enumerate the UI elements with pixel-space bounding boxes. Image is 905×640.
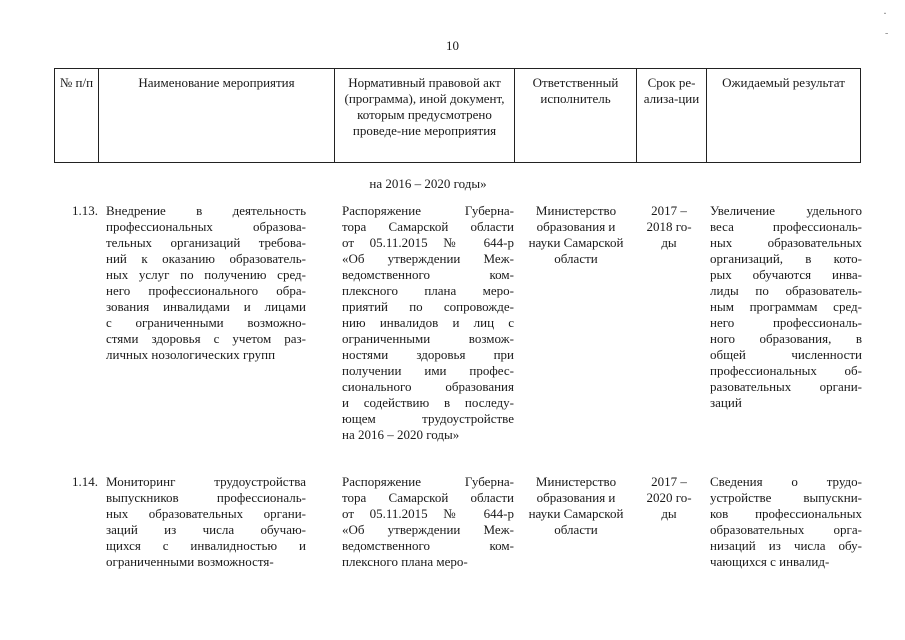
text-line: него профессиональ-	[710, 315, 862, 330]
text-line: «Об утверждении Меж-	[342, 522, 514, 537]
text-line: от 05.11.2015 № 644-р	[342, 235, 514, 250]
text-line: личных нозологических групп	[106, 347, 276, 362]
text-line: от 05.11.2015 № 644-р	[342, 506, 514, 521]
text-line: сионального образования	[342, 379, 514, 394]
text-line: плексного плана меро-	[342, 554, 468, 569]
header-act: Нормативный правовой акт (программа), иной документ, которым предусмотрено проведе-ние мероприятия	[335, 69, 515, 163]
text-line: стями здоровья с учетом раз-	[106, 331, 306, 346]
header-term: Срок ре-ализа-ции	[637, 69, 707, 163]
text-line: приятий по сопровожде-	[342, 299, 514, 314]
text-line: зования инвалидами и лицами	[106, 299, 306, 314]
text-line: области	[554, 522, 598, 537]
text-line: ных образовательных органи-	[106, 506, 306, 521]
text-line: организаций, в кото-	[710, 251, 862, 266]
table-header	[54, 68, 861, 163]
row-responsible	[518, 203, 634, 267]
text-line: Увеличение удельного	[710, 203, 862, 218]
text-line: Министерство	[535, 203, 617, 218]
text-line: лиды по образователь-	[710, 283, 862, 298]
text-line: заций из числа обучаю-	[106, 522, 306, 537]
text-line: «Об утверждении Меж-	[342, 251, 514, 266]
text-line: образования и	[536, 219, 616, 234]
text-line: веса профессиональ-	[710, 219, 862, 234]
text-line: 2020 го-	[646, 490, 692, 505]
text-line: ограниченными возможностя-	[106, 554, 274, 569]
header-result: Ожидаемый результат	[707, 69, 861, 163]
text-line: выпускников профессиональ-	[106, 490, 306, 505]
text-line: с ограниченными возможно-	[106, 315, 306, 330]
text-line: тора Самарской области	[342, 490, 514, 505]
text-line: разовательных органи-	[710, 379, 862, 394]
text-line: науки Самарской	[528, 506, 624, 521]
text-line: получении ими профес-	[342, 363, 514, 378]
scan-mark: -	[885, 28, 889, 39]
text-line: на 2016 – 2020 годы»	[342, 427, 460, 442]
text-line: ний к оказанию образователь-	[106, 251, 306, 266]
text-line: ков профессиональных	[710, 506, 862, 521]
text-line: ющем трудоустройстве	[342, 411, 514, 426]
text-line: общей численности	[710, 347, 862, 362]
text-line: и содействию в последу-	[342, 395, 514, 410]
text-line: тора Самарской области	[342, 219, 514, 234]
text-line: него профессионального обра-	[106, 283, 306, 298]
text-line: 2017 –	[651, 474, 687, 489]
row-number: 1.13.	[72, 203, 98, 218]
text-line: образования и	[536, 490, 616, 505]
page-number: 10	[446, 38, 459, 53]
text-line: профессиональных образова-	[106, 219, 306, 234]
row-term	[640, 203, 698, 251]
text-line: ным программам сред-	[710, 299, 862, 314]
row-responsible	[518, 474, 634, 538]
text-line: рых обучаются инва-	[710, 267, 862, 282]
row-number: 1.14.	[72, 474, 98, 489]
text-line: чающихся с инвалид-	[710, 554, 830, 569]
text-line: ды	[661, 506, 677, 521]
text-line: ных услуг по получению сред-	[106, 267, 306, 282]
text-line: Сведения о трудо-	[710, 474, 862, 489]
header-responsible: Ответственный исполнитель	[515, 69, 637, 163]
text-line: профессиональных об-	[710, 363, 862, 378]
text-line: ограниченными возмож-	[342, 331, 514, 346]
text-line: Внедрение в деятельность	[106, 203, 306, 218]
row-act	[342, 203, 514, 443]
text-line: Распоряжение Губерна-	[342, 474, 514, 489]
text-line: ного образования, в	[710, 331, 862, 346]
text-line: области	[554, 251, 598, 266]
text-line: науки Самарской	[528, 235, 624, 250]
text-line: щихся с инвалидностью и	[106, 538, 306, 553]
text-line: низаций из числа обу-	[710, 538, 862, 553]
row-act	[342, 474, 514, 570]
text-line: образовательных орга-	[710, 522, 862, 537]
row-result	[710, 203, 862, 411]
row-name	[106, 474, 306, 570]
text-line: заций	[710, 395, 742, 410]
text-line: Мониторинг трудоустройства	[106, 474, 306, 489]
text-line: ных образовательных	[710, 235, 862, 250]
continuation-text: на 2016 – 2020 годы»	[369, 176, 487, 191]
scan-mark: ·	[883, 6, 887, 20]
header-num: № п/п	[55, 69, 99, 163]
text-line: Министерство	[535, 474, 617, 489]
text-line: устройстве выпускни-	[710, 490, 862, 505]
header-name: Наименование мероприятия	[99, 69, 335, 163]
text-line: плексного плана меро-	[342, 283, 514, 298]
text-line: ведомственного ком-	[342, 267, 514, 282]
text-line: Распоряжение Губерна-	[342, 203, 514, 218]
row-name	[106, 203, 306, 363]
text-line: ведомственного ком-	[342, 538, 514, 553]
text-line: тельных организаций требова-	[106, 235, 306, 250]
row-result	[710, 474, 862, 570]
text-line: 2018 го-	[646, 219, 692, 234]
text-line: нию инвалидов и лиц с	[342, 315, 514, 330]
text-line: ностями здоровья при	[342, 347, 514, 362]
text-line: 2017 –	[651, 203, 687, 218]
text-line: ды	[661, 235, 677, 250]
row-term	[640, 474, 698, 522]
